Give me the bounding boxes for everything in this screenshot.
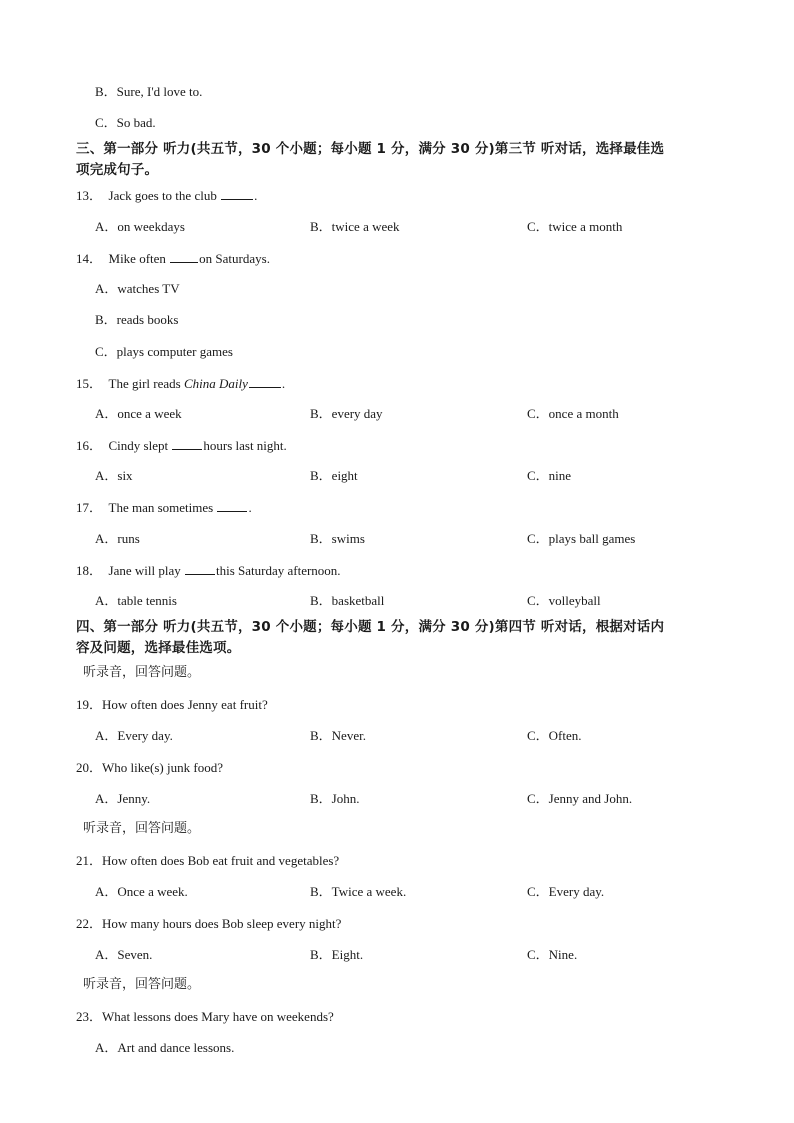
q23-option-a: A．Art and dance lessons. — [95, 1040, 235, 1055]
newspaper-title: China Daily — [183, 376, 248, 391]
section-3-title: 三、第一部分 听力(共五节，30 个小题；每小题 1 分，满分 30 分)第三节 听对话，选择最佳选 — [76, 141, 665, 157]
q16-option-c: C．nine — [527, 468, 572, 483]
answer-blank — [172, 437, 202, 450]
q21-option-b: B．Twice a week. — [310, 884, 407, 899]
question-19: 19．How often does Jenny eat fruit? — [76, 697, 268, 712]
q19-option-b: B．Never. — [310, 728, 366, 743]
q20-option-b: B．John. — [310, 791, 360, 806]
q14-option-a: A．watches TV — [95, 281, 180, 296]
listen-prompt: 听录音，回答问题。 — [83, 665, 201, 680]
q18-option-b: B．basketball — [310, 593, 385, 608]
q20-option-c: C．Jenny and John. — [527, 791, 633, 806]
question-22: 22．How many hours does Bob sleep every night? — [76, 916, 342, 931]
answer-blank — [185, 562, 215, 575]
q13-option-c: C．twice a month — [527, 219, 623, 234]
answer-blank — [221, 187, 253, 200]
listen-prompt: 听录音，回答问题。 — [83, 821, 201, 836]
answer-blank — [249, 375, 281, 388]
question-13: 13． Jack goes to the club . — [76, 188, 258, 203]
q17-option-a: A．runs — [95, 531, 140, 546]
question-21: 21．How often does Bob eat fruit and vegetables? — [76, 853, 340, 868]
q21-option-a: A．Once a week. — [95, 884, 188, 899]
question-15: 15． The girl reads China Daily . — [76, 376, 286, 391]
q15-option-b: B．every day — [310, 406, 383, 421]
q18-option-a: A．table tennis — [95, 593, 177, 608]
question-17: 17． The man sometimes . — [76, 500, 252, 515]
q18-option-c: C．volleyball — [527, 593, 601, 608]
section-3-title-cont: 项完成句子。 — [76, 162, 159, 178]
listen-prompt: 听录音，回答问题。 — [83, 977, 201, 992]
section-4-title: 四、第一部分 听力(共五节，30 个小题；每小题 1 分，满分 30 分)第四节 听对话，根据对话内 — [76, 619, 665, 635]
question-14: 14． Mike often on Saturdays. — [76, 251, 270, 266]
q16-option-b: B．eight — [310, 468, 358, 483]
question-18: 18． Jane will play this Saturday afternoon. — [76, 563, 341, 578]
question-20: 20．Who like(s) junk food? — [76, 760, 223, 775]
q19-option-a: A．Every day. — [95, 728, 173, 743]
q22-option-b: B．Eight. — [310, 947, 364, 962]
q14-option-b: B．reads books — [95, 312, 179, 327]
prev-option-b: B．Sure, I'd love to. — [95, 84, 203, 99]
q15-option-c: C．once a month — [527, 406, 619, 421]
q14-option-c: C．plays computer games — [95, 344, 233, 359]
q22-option-c: C．Nine. — [527, 947, 578, 962]
answer-blank — [217, 499, 247, 512]
section-4-title-cont: 容及问题，选择最佳选项。 — [76, 640, 241, 656]
q21-option-c: C．Every day. — [527, 884, 605, 899]
q16-option-a: A．six — [95, 468, 133, 483]
q22-option-a: A．Seven. — [95, 947, 153, 962]
prev-option-c: C．So bad. — [95, 115, 156, 130]
q19-option-c: C．Often. — [527, 728, 582, 743]
q13-option-b: B．twice a week — [310, 219, 400, 234]
question-23: 23．What lessons does Mary have on weekends? — [76, 1009, 334, 1024]
q13-option-a: A．on weekdays — [95, 219, 185, 234]
q20-option-a: A．Jenny. — [95, 791, 151, 806]
answer-blank — [170, 250, 198, 263]
q17-option-c: C．plays ball games — [527, 531, 636, 546]
question-16: 16． Cindy slept hours last night. — [76, 438, 287, 453]
q15-option-a: A．once a week — [95, 406, 182, 421]
q17-option-b: B．swims — [310, 531, 365, 546]
